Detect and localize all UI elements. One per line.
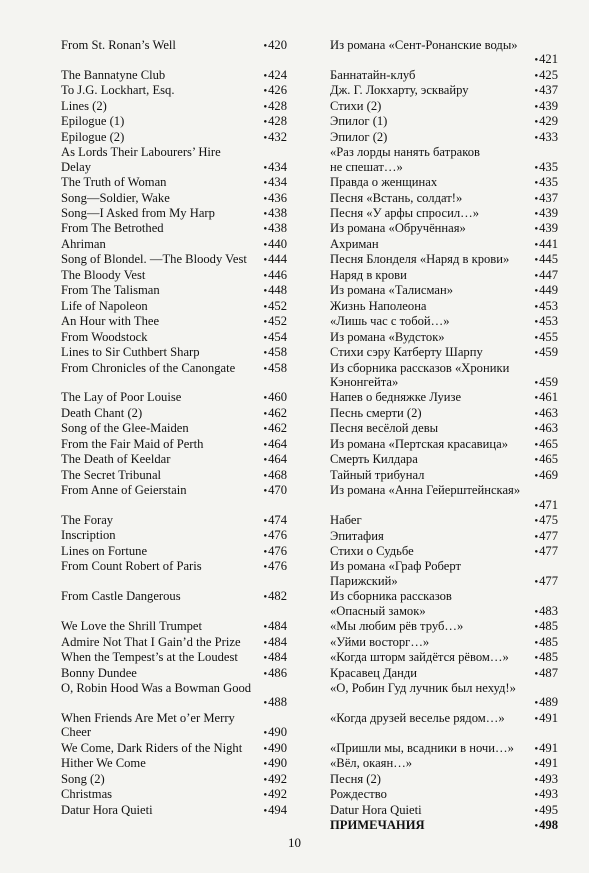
toc-entry	[61, 68, 287, 83]
toc-page-ref: ● 485	[534, 635, 558, 650]
toc-entry	[61, 191, 287, 206]
toc-page-ref: ● 438	[263, 206, 287, 221]
toc-page-ref: ● 494	[263, 803, 287, 818]
toc-page-ref: ● 468	[263, 468, 287, 483]
toc-entry-title: The Lay of Poor Louise	[61, 390, 182, 405]
toc-entry	[61, 421, 287, 436]
toc-page-ref: ● 464	[263, 437, 287, 452]
toc-entry	[61, 268, 287, 283]
toc-entry	[330, 406, 558, 421]
toc-page-ref: ● 491	[534, 711, 558, 726]
toc-entry-title: We Come, Dark Riders of the Night	[61, 740, 243, 755]
toc-page-ref: ● 461	[534, 390, 558, 405]
toc-page-ref: ● 453	[534, 314, 558, 329]
toc-entry	[61, 528, 287, 543]
toc-entry	[61, 206, 287, 221]
toc-page-ref: ● 438	[263, 221, 287, 236]
toc-entry-title: From The Talisman	[61, 283, 160, 298]
toc-entry-title: Парижский»	[330, 573, 398, 588]
toc-entry	[61, 437, 287, 452]
toc-entry	[330, 160, 558, 175]
toc-entry-title: The Secret Tribunal	[61, 467, 162, 482]
toc-page-ref: ● 491	[534, 756, 558, 771]
toc-entry-title: Песнь смерти (2)	[330, 405, 422, 420]
toc-entry	[61, 314, 287, 329]
toc-entry	[61, 330, 287, 345]
toc-page-ref: ● 437	[534, 83, 558, 98]
toc-page-ref: ● 433	[534, 130, 558, 145]
toc-entry-title: The Bloody Vest	[61, 267, 146, 282]
toc-entry	[61, 299, 287, 314]
toc-page-ref: ● 444	[263, 252, 287, 267]
toc-page-ref: ● 465	[534, 437, 558, 452]
toc-entry	[330, 589, 558, 603]
toc-entry-title: O, Robin Hood Was a Bowman Good	[61, 680, 252, 695]
toc-entry-title: Правда о женщинах	[330, 175, 438, 190]
toc-page-ref: ● 458	[263, 361, 287, 376]
toc-entry-title: Жизнь Наполеона	[330, 298, 427, 313]
toc-page-ref: ● 482	[263, 589, 287, 604]
toc-entry-title: Song of the Glee-Maiden	[61, 421, 189, 436]
toc-entry-title: From the Fair Maid of Perth	[61, 436, 204, 451]
toc-page-ref: ● 498	[534, 818, 558, 833]
toc-page-ref: ● 486	[263, 666, 287, 681]
toc-entry-title: Из романа «Анна Гейерштейнская»	[330, 483, 521, 498]
toc-entry-title: Epilogue (1)	[61, 114, 125, 129]
toc-page-ref: ● 492	[263, 772, 287, 787]
toc-page-ref: ● 446	[263, 268, 287, 283]
toc-page-ref: ● 452	[263, 299, 287, 314]
toc-entry-title: Рождество	[330, 787, 387, 802]
toc-page-ref: ● 464	[263, 452, 287, 467]
toc-page-ref: ● 445	[534, 252, 558, 267]
toc-page-ref: ● 485	[534, 650, 558, 665]
toc-entry	[330, 559, 558, 573]
toc-entry	[330, 756, 558, 771]
toc-entry-title: «Мы любим рёв труб…»	[330, 619, 464, 634]
toc-page-ref: ● 426	[263, 83, 287, 98]
toc-page-ref: ● 477	[534, 574, 558, 589]
toc-entry-title: From Woodstock	[61, 329, 148, 344]
toc-entry-title: From St. Ronan’s Well	[61, 38, 176, 52]
toc-page-ref: ● 476	[263, 544, 287, 559]
toc-page-ref: ● 425	[534, 68, 558, 83]
toc-entry-title: Death Chant (2)	[61, 405, 143, 420]
toc-entry-title: ПРИМЕЧАНИЯ	[330, 818, 425, 833]
toc-entry-title: Эпилог (1)	[330, 114, 388, 129]
toc-entry-title: Lines (2)	[61, 98, 107, 113]
toc-entry	[61, 175, 287, 190]
toc-entry-title: Song—Soldier, Wake	[61, 190, 170, 205]
toc-entry	[330, 375, 558, 390]
toc-page-ref: ● 476	[263, 528, 287, 543]
toc-entry-title: When Friends Are Met o’er Merry	[61, 710, 235, 725]
toc-entry-title: From Anne of Geierstain	[61, 483, 187, 498]
toc-entry	[330, 666, 558, 681]
toc-entry-title: As Lords Their Labourers’ Hire	[61, 145, 221, 160]
toc-entry	[330, 330, 558, 345]
toc-entry-title: Стихи сэру Катберту Шарпу	[330, 345, 483, 360]
toc-entry	[61, 99, 287, 114]
toc-entry-title: Lines to Sir Cuthbert Sharp	[61, 345, 200, 360]
toc-page-ref: ● 491	[534, 741, 558, 756]
toc-page-ref: ● 474	[263, 513, 287, 528]
spacer	[61, 376, 287, 390]
toc-entry	[330, 283, 558, 298]
toc-page-ref: ● 462	[263, 406, 287, 421]
toc-entry-title: «Когда шторм зайдётся рёвом…»	[330, 650, 509, 665]
toc-page-ref: ● 490	[263, 756, 287, 771]
toc-entry	[61, 559, 287, 574]
toc-entry	[61, 38, 287, 53]
toc-entry	[61, 513, 287, 528]
toc-entry-title: Ахриман	[330, 236, 379, 251]
toc-entry	[61, 741, 287, 756]
toc-entry	[61, 483, 287, 498]
spacer	[61, 605, 287, 619]
toc-entry-title: Стихи о Судьбе	[330, 543, 414, 558]
toc-page-ref: ● 435	[534, 175, 558, 190]
toc-page-ref: ● 424	[263, 68, 287, 83]
toc-page-ref: ● 463	[534, 406, 558, 421]
toc-entry-title: Epilogue (2)	[61, 129, 125, 144]
toc-entry-title: Song—I Asked from My Harp	[61, 205, 215, 220]
toc-entry-title: Красавец Данди	[330, 665, 418, 680]
toc-entry	[330, 191, 558, 206]
toc-entry	[330, 206, 558, 221]
toc-page-ref: ● 434	[263, 160, 287, 175]
toc-entry	[61, 635, 287, 650]
toc-entry-title: Life of Napoleon	[61, 298, 148, 313]
toc-entry-title: Баннатайн-клуб	[330, 67, 416, 82]
toc-page-ref: ● 493	[534, 787, 558, 802]
toc-page-ref: ● 440	[263, 237, 287, 252]
toc-page-ref: ● 436	[263, 191, 287, 206]
toc-entry	[330, 681, 558, 695]
toc-entry-title: Из романа «Талисман»	[330, 283, 454, 298]
toc-page-ref: ● 454	[263, 330, 287, 345]
toc-entry-title: Смерть Килдара	[330, 452, 418, 467]
toc-entry-title: To J.G. Lockhart, Esq.	[61, 83, 175, 98]
toc-entry	[61, 114, 287, 129]
toc-entry	[330, 650, 558, 665]
toc-entry-title: не спешат…»	[330, 159, 403, 174]
toc-page-ref: ● 439	[534, 221, 558, 236]
toc-entry-title: Ahriman	[61, 236, 106, 251]
toc-page-ref: ● 459	[534, 375, 558, 390]
toc-entry	[330, 361, 558, 375]
toc-page-ref: ● 432	[263, 130, 287, 145]
toc-entry	[330, 619, 558, 634]
toc-page-ref: ● 485	[534, 619, 558, 634]
toc-entry-title: We Love the Shrill Trumpet	[61, 619, 203, 634]
toc-entry	[61, 160, 287, 175]
toc-entry-title: Песня «Встань, солдат!»	[330, 190, 463, 205]
toc-entry-title: The Truth of Woman	[61, 175, 167, 190]
toc-page-ref: ● 484	[263, 635, 287, 650]
toc-entry	[61, 237, 287, 252]
toc-entry-title: Из сборника рассказов	[330, 589, 452, 604]
toc-page-ref: ● 477	[534, 544, 558, 559]
toc-entry	[61, 756, 287, 771]
toc-entry	[330, 452, 558, 467]
toc-entry	[330, 38, 558, 52]
toc-entry	[330, 68, 558, 83]
toc-entry	[61, 711, 287, 725]
toc-entry	[330, 421, 558, 436]
toc-entry	[330, 711, 558, 726]
toc-entry-title: Datur Hora Quieti	[330, 802, 422, 817]
toc-entry-title: Christmas	[61, 787, 113, 802]
toc-page-ref: ● 469	[534, 468, 558, 483]
toc-entry-title: From Castle Dangerous	[61, 589, 181, 604]
toc-entry	[330, 114, 558, 129]
toc-entry	[61, 681, 287, 695]
toc-page-ref: ● 453	[534, 299, 558, 314]
toc-page-ref: ● 465	[534, 452, 558, 467]
spacer	[61, 499, 287, 513]
toc-page-ref: ● 477	[534, 529, 558, 544]
toc-entry-title: Inscription	[61, 528, 116, 543]
toc-entry	[330, 130, 558, 145]
toc-page-ref: ● 439	[534, 206, 558, 221]
toc-entry-title: «Когда друзей веселье рядом…»	[330, 710, 505, 725]
toc-entry-title: Datur Hora Quieti	[61, 802, 153, 817]
toc-page-ref: ● 495	[534, 803, 558, 818]
toc-page-ref: ● 470	[263, 483, 287, 498]
toc-entry-title: Кэнонгейта»	[330, 374, 399, 389]
toc-page-ref: ● 455	[534, 330, 558, 345]
toc-page-ref: ● 421	[330, 52, 558, 67]
toc-entry	[61, 130, 287, 145]
toc-page-ref: ● 452	[263, 314, 287, 329]
toc-page-ref: ● 471	[330, 498, 558, 513]
toc-entry-title: Напев о бедняжке Луизе	[330, 390, 462, 405]
toc-entry	[330, 604, 558, 619]
toc-entry	[330, 437, 558, 452]
toc-entry-title: The Bannatyne Club	[61, 67, 166, 82]
toc-entry	[61, 452, 287, 467]
toc-page-ref: ● 447	[534, 268, 558, 283]
toc-entry	[61, 252, 287, 267]
toc-page-ref: ● 493	[534, 772, 558, 787]
toc-page-ref: ● 420	[263, 38, 287, 53]
toc-entry-title: «Пришли мы, всадники в ночи…»	[330, 740, 514, 755]
toc-entry	[330, 803, 558, 818]
toc-page-ref: ● 492	[263, 787, 287, 802]
toc-entry-title: Cheer	[61, 725, 92, 740]
toc-page-ref: ● 428	[263, 114, 287, 129]
toc-entry	[330, 314, 558, 329]
toc-page-ref: ● 428	[263, 99, 287, 114]
toc-entry	[330, 544, 558, 559]
toc-entry	[61, 803, 287, 818]
toc-page-ref: ● 490	[263, 725, 287, 740]
toc-page-ref: ● 458	[263, 345, 287, 360]
toc-entry	[61, 650, 287, 665]
toc-entry-title: «Раз лорды нанять батраков	[330, 145, 480, 160]
toc-page-ref: ● 490	[263, 741, 287, 756]
toc-entry-title: Из романа «Сент-Ронанские воды»	[330, 38, 518, 52]
toc-page-ref: ● 437	[534, 191, 558, 206]
toc-entry	[61, 666, 287, 681]
toc-entry	[61, 145, 287, 159]
toc-entry-title: Hither We Come	[61, 756, 146, 771]
toc-entry	[330, 741, 558, 756]
toc-entry-title: Стихи (2)	[330, 98, 382, 113]
spacer	[61, 575, 287, 589]
toc-entry	[330, 99, 558, 114]
toc-left-column	[61, 38, 287, 818]
toc-entry-title: Delay	[61, 159, 92, 174]
toc-entry-title: Из романа «Пертская красавица»	[330, 436, 508, 451]
toc-entry	[61, 361, 287, 376]
toc-entry	[61, 544, 287, 559]
toc-page-ref: ● 488	[61, 695, 287, 710]
toc-entry	[330, 221, 558, 236]
toc-entry	[61, 772, 287, 787]
toc-entry-title: Тайный трибунал	[330, 467, 425, 482]
toc-entry-title: Lines on Fortune	[61, 543, 148, 558]
toc-entry	[61, 725, 287, 740]
toc-entry	[330, 237, 558, 252]
page-number: 10	[288, 835, 301, 850]
toc-page-ref: ● 449	[534, 283, 558, 298]
toc-page-ref: ● 476	[263, 559, 287, 574]
toc-page-ref: ● 463	[534, 421, 558, 436]
toc-entry-title: Из романа «Обручённая»	[330, 221, 466, 236]
toc-entry-title: Песня (2)	[330, 771, 381, 786]
toc-entry-title: The Foray	[61, 513, 114, 527]
toc-entry-title: An Hour with Thee	[61, 314, 160, 329]
toc-entry	[330, 513, 558, 528]
toc-entry	[330, 635, 558, 650]
toc-entry	[61, 619, 287, 634]
toc-entry-title: «Вёл, окаян…»	[330, 756, 413, 771]
toc-page-ref: ● 462	[263, 421, 287, 436]
spacer	[61, 53, 287, 67]
toc-entry	[330, 345, 558, 360]
toc-entry	[61, 221, 287, 236]
toc-page-ref: ● 459	[534, 345, 558, 360]
toc-entry-title: Эпитафия	[330, 528, 384, 543]
toc-entry	[61, 345, 287, 360]
toc-entry-title: Из сборника рассказов «Хроники	[330, 360, 510, 375]
toc-page-ref: ● 439	[534, 99, 558, 114]
toc-page-ref: ● 435	[534, 160, 558, 175]
toc-page-ref: ● 448	[263, 283, 287, 298]
toc-entry	[61, 390, 287, 405]
toc-page-ref: ● 441	[534, 237, 558, 252]
toc-entry	[330, 299, 558, 314]
toc-entry-title: From The Betrothed	[61, 221, 164, 236]
toc-entry	[330, 145, 558, 159]
toc-entry	[330, 529, 558, 544]
toc-entry-title: Песня «У арфы спросил…»	[330, 205, 480, 220]
toc-entry-title: Song of Blondel. —The Bloody Vest	[61, 252, 247, 267]
toc-entry-title: Эпилог (2)	[330, 129, 388, 144]
toc-entry-title: Admire Not That I Gain’d the Prize	[61, 634, 241, 649]
toc-entry-title: From Chronicles of the Canongate	[61, 360, 236, 375]
toc-entry-title: «О, Робин Гуд лучник был нехуд!»	[330, 681, 516, 696]
toc-right-column	[330, 38, 558, 834]
toc-page-ref: ● 483	[534, 604, 558, 619]
toc-entry-title: «Уйми восторг…»	[330, 634, 430, 649]
toc-entry-title: Bonny Dundee	[61, 665, 137, 680]
toc-entry	[61, 589, 287, 604]
toc-entry	[330, 390, 558, 405]
toc-page-ref: ● 434	[263, 175, 287, 190]
toc-page-ref: ● 484	[263, 619, 287, 634]
toc-entry-title: Песня Блонделя «Наряд в крови»	[330, 252, 510, 267]
toc-entry	[330, 574, 558, 589]
toc-page-ref: ● 489	[330, 695, 558, 710]
toc-entry-title: Набег	[330, 513, 362, 528]
toc-entry-title: «Лишь час с тобой…»	[330, 314, 450, 329]
toc-entry	[330, 468, 558, 483]
toc-entry-title: Наряд в крови	[330, 267, 407, 282]
toc-entry	[330, 252, 558, 267]
toc-page-ref: ● 475	[534, 513, 558, 528]
toc-entry-title: Song (2)	[61, 771, 105, 786]
toc-entry-title: The Death of Keeldar	[61, 452, 171, 467]
toc-entry	[61, 468, 287, 483]
toc-entry	[330, 787, 558, 802]
toc-entry	[61, 283, 287, 298]
toc-entry	[330, 772, 558, 787]
toc-entry-title: Песня весёлой девы	[330, 421, 439, 436]
toc-page-ref: ● 460	[263, 390, 287, 405]
toc-entry-title: When the Tempest’s at the Loudest	[61, 650, 238, 665]
toc-entry	[330, 268, 558, 283]
toc-entry	[61, 83, 287, 98]
toc-entry	[330, 818, 558, 833]
toc-page-ref: ● 429	[534, 114, 558, 129]
toc-entry	[330, 83, 558, 98]
toc-entry	[330, 175, 558, 190]
toc-entry-title: Из романа «Граф Роберт	[330, 559, 461, 574]
toc-entry	[61, 787, 287, 802]
toc-entry-title: From Count Robert of Paris	[61, 559, 202, 574]
toc-entry	[61, 406, 287, 421]
toc-page-ref: ● 484	[263, 650, 287, 665]
toc-page-ref: ● 487	[534, 666, 558, 681]
spacer	[330, 726, 558, 740]
toc-entry-title: Дж. Г. Локхарту, эсквайру	[330, 83, 469, 98]
toc-entry-title: «Опасный замок»	[330, 603, 426, 618]
toc-entry-title: Из романа «Вудсток»	[330, 329, 445, 344]
toc-entry	[330, 483, 558, 497]
